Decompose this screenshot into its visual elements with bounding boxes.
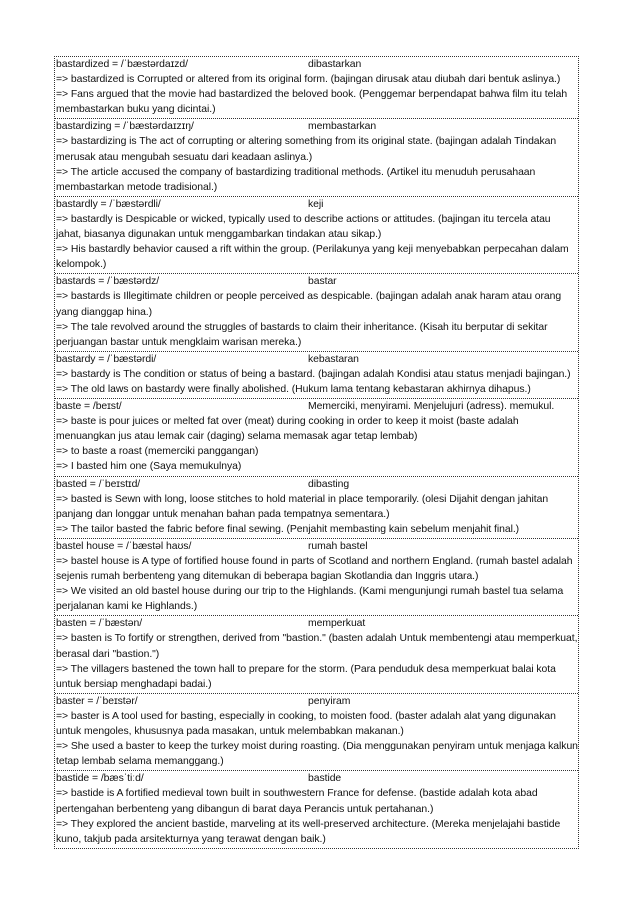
entry-example-line: => bastards is Illegitimate children or people perceived as despicable. (bajingan adalah anak haram atau orang yang dianggap hina.): [56, 291, 562, 318]
entry-translation: Memerciki, menyirami. Menjelujuri (adress). memukul.: [308, 401, 555, 413]
dictionary-entry: [55, 771, 578, 847]
entry-example-line: => She used a baster to keep the turkey moist during roasting. (Dia menggunakan penyiram untuk menjaga kalkun tetap lembab selama memanggang.): [56, 741, 578, 768]
entry-example-line: => The tailor basted the fabric before final sewing. (Penjahit membasting kain sebelum menjahit final.): [56, 523, 520, 535]
dictionary-entry: [55, 399, 578, 476]
entry-example-line: => bastardizing is The act of corrupting or altering something from its original state. (bajingan adalah Tindakan merusak atau mengubah sesuatu dari keadaan aslinya.): [56, 136, 557, 163]
entry-translation: keji: [308, 198, 324, 210]
entry-heading: [56, 197, 578, 212]
entry-heading: [56, 477, 578, 492]
entry-example-line: => They explored the ancient bastide, marveling at its well-preserved architecture. (Mereka menjelajahi bastide kuno, takjub pada arsitekturnya yang terawat dengan baik.): [56, 818, 561, 845]
entry-term: basten = /ˈbæstən/: [56, 618, 143, 630]
entry-term: bastardy = /ˈbæstərdi/: [56, 353, 157, 365]
entry-heading: [56, 539, 578, 554]
dictionary-entry: [55, 352, 578, 399]
entry-example-line: => The old laws on bastardy were finally abolished. (Hukum lama tentang kebastaran akhirnya dihapus.): [56, 383, 531, 395]
entry-example-line: => bastardy is The condition or status of being a bastard. (bajingan adalah Kondisi atau status menjadi bajingan.): [56, 368, 571, 380]
entry-term: basted = /ˈbeɪstɪd/: [56, 478, 141, 490]
entry-heading: [56, 399, 578, 414]
entry-translation: kebastaran: [308, 353, 359, 365]
entry-heading: [56, 57, 578, 72]
dictionary-entry: [55, 539, 578, 616]
entry-translation: bastar: [308, 276, 337, 288]
entry-example-line: => bastel house is A type of fortified house found in parts of Scotland and northern England. (rumah bastel adalah sejenis rumah berbenteng yang ditemukan di beberapa bagian Skotlandia dan Inggris utara.): [56, 556, 573, 583]
dictionary-entry: [55, 197, 578, 274]
entry-translation: membastarkan: [308, 121, 377, 133]
dictionary-entry: [55, 694, 578, 771]
entry-heading: [56, 352, 578, 367]
entry-term: bastards = /ˈbæstərdz/: [56, 276, 160, 288]
entry-example-line: => bastardized is Corrupted or altered from its original form. (bajingan dirusak atau diubah dari bentuk aslinya.): [56, 74, 561, 86]
entry-translation: dibasting: [308, 478, 350, 490]
entry-example-line: => I basted him one (Saya memukulnya): [56, 461, 242, 473]
entry-example-line: => basten is To fortify or strengthen, derived from "bastion." (basten adalah Untuk membentengi atau memperkuat, berasal dari "bastion."): [56, 633, 578, 660]
entry-heading: [56, 694, 578, 709]
entry-translation: penyiram: [308, 695, 351, 707]
entry-example-line: => baste is pour juices or melted fat over (meat) during cooking in order to keep it moist (baste adalah menuangkan jus atau lemak cair (daging) selama memasak agar tetap lembab): [56, 416, 519, 443]
entry-translation: bastide: [308, 773, 342, 785]
entry-term: bastel house = /ˈbæstəl haʊs/: [56, 540, 192, 552]
entry-example-line: => The tale revolved around the struggles of bastards to claim their inheritance. (Kisah itu berputar di sekitar perjuangan bastar untuk mengklaim warisan mereka.): [56, 321, 548, 348]
entry-example-line: => His bastardly behavior caused a rift within the group. (Perilakunya yang keji menyebabkan perpecahan dalam kelompok.): [56, 244, 569, 271]
dictionary-entry: [55, 616, 578, 693]
entry-example-line: => We visited an old bastel house during our trip to the Highlands. (Kami mengunjungi rumah bastel tua selama perjalanan kami ke Highlands.): [56, 586, 564, 613]
entry-term: bastide = /bæsˈtiːd/: [56, 773, 144, 785]
entry-example-line: => Fans argued that the movie had bastardized the beloved book. (Penggemar berpendapat bahwa film itu telah membastarkan buku yang dicintai.): [56, 89, 568, 116]
entry-term: baste = /beɪst/: [56, 401, 122, 413]
entry-list: [54, 56, 579, 849]
dictionary-entry: [55, 274, 578, 351]
entry-heading: [56, 274, 578, 289]
entry-heading: [56, 119, 578, 134]
entry-term: bastardizing = /ˈbæstərdaɪzɪŋ/: [56, 121, 194, 133]
dictionary-entry: [55, 119, 578, 196]
entry-translation: rumah bastel: [308, 540, 368, 552]
entry-example-line: => bastardly is Despicable or wicked, typically used to describe actions or attitudes. (bajingan itu tercela atau jahat, biasanya digunakan untuk menggambarkan tindakan atau sikap.): [56, 213, 551, 241]
entry-example-line: => The article accused the company of bastardizing traditional methods. (Artikel itu menuduh perusahaan membastarkan metode tradisional.): [56, 166, 536, 193]
dictionary-entry: [55, 477, 578, 539]
entry-example-line: => baster is A tool used for basting, especially in cooking, to moisten food. (baster adalah alat yang digunakan untuk mengoles, khususnya pada masakan, untuk melembabkan makanan.): [56, 710, 556, 738]
dictionary-entry: [55, 57, 578, 119]
entry-heading: [56, 771, 578, 786]
entry-translation: dibastarkan: [308, 59, 362, 70]
entry-term: bastardized = /ˈbæstərdaɪzd/: [56, 59, 188, 70]
entry-example-line: => basted is Sewn with long, loose stitches to hold material in place temporarily. (olesi Dijahit dengan jahitan panjang dan longgar untuk menahan bahan pada tempatnya sementara.): [56, 493, 549, 520]
entry-heading: [56, 616, 578, 631]
entry-term: baster = /ˈbeɪstər/: [56, 695, 138, 707]
entry-translation: memperkuat: [308, 618, 366, 630]
entry-term: bastardly = /ˈbæstərdli/: [56, 198, 161, 210]
entry-example-line: => to baste a roast (memerciki panggangan): [56, 446, 259, 458]
entry-example-line: => bastide is A fortified medieval town built in southwestern France for defense. (bastide adalah kota abad pertengahan berbenteng yang dibangun di barat daya Perancis untuk pertahanan.): [56, 788, 538, 815]
entry-example-line: => The villagers bastened the town hall to prepare for the storm. (Para penduduk desa memperkuat balai kota untuk bersiap menghadapi badai.): [56, 663, 556, 690]
